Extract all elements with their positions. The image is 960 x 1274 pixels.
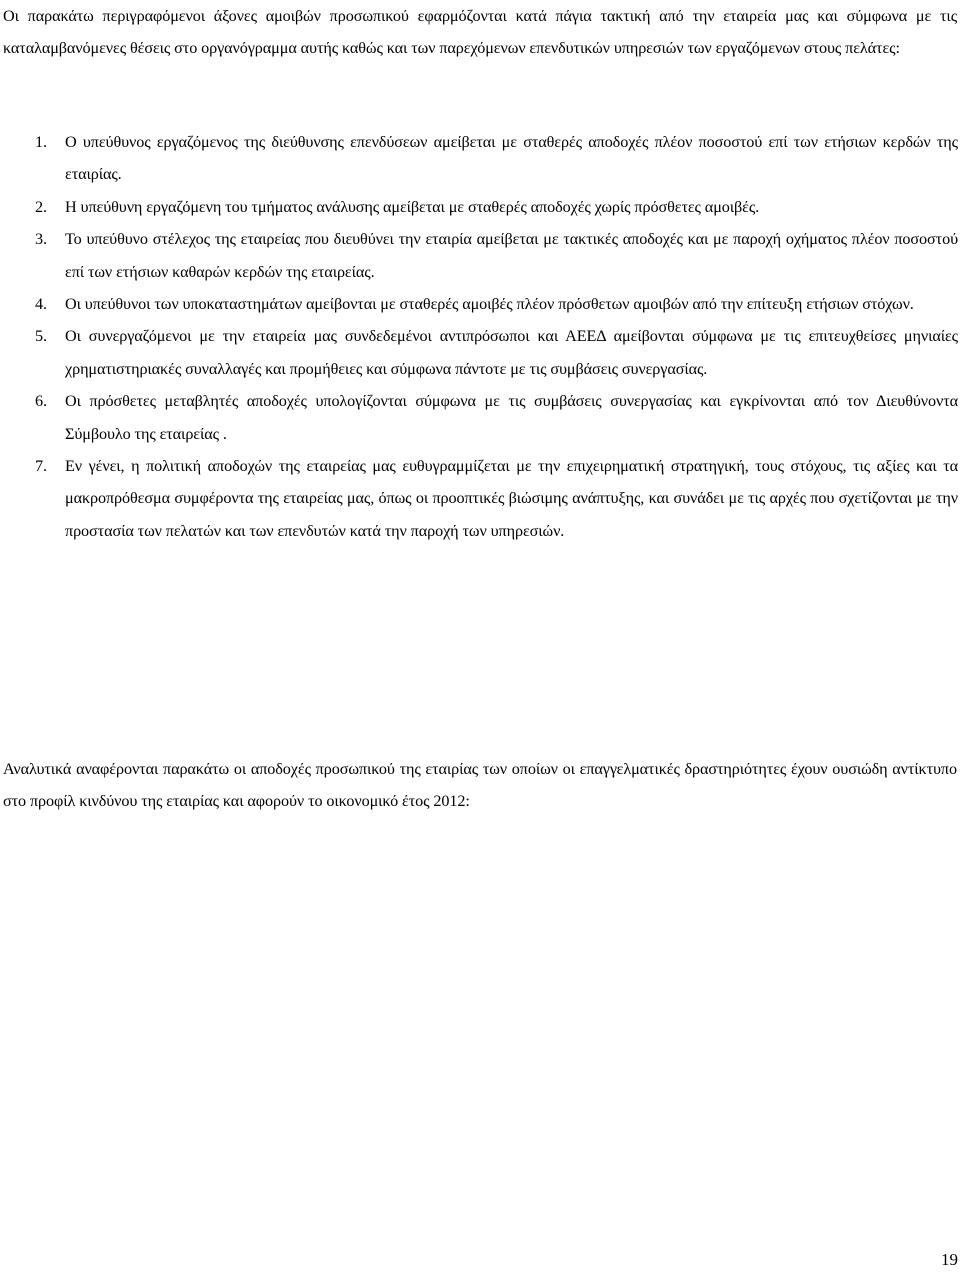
list-item	[0, 320, 958, 385]
list-item	[0, 450, 958, 547]
summary-paragraph: Αναλυτικά αναφέρονται παρακάτω οι αποδοχές προσωπικού της εταιρίας των οποίων οι επαγγελματικές δραστηριότητες έχουν ουσιώδη αντίκτυπο στο προφίλ κινδύνου της εταιρίας και αφορούν το οικονομικό έτος 2012:	[3, 760, 957, 810]
list-item-text: Εν γένει, η πολιτική αποδοχών της εταιρείας μας ευθυγραμμίζεται με την επιχειρηματική στρατηγική, τους στόχους, τις αξίες και τα μακροπρόθεσμα συμφέροντα της εταιρείας μας, όπως οι προοπτικές βιώσιμης ανάπτυξης, και συνάδει με τις αρχές που σχετίζονται με την προστασία των πελατών και των επενδυτών κατά την παροχή των υπηρεσιών.	[65, 457, 958, 540]
list-item	[0, 385, 958, 450]
list-item	[0, 288, 958, 320]
list-item-text: Ο υπεύθυνος εργαζόμενος της διεύθυνσης επενδύσεων αμείβεται με σταθερές αποδοχές πλέον ποσοστού επί των ετήσιων κερδών της εταιρίας.	[65, 133, 958, 184]
list-item-number: 4.	[35, 295, 47, 314]
list-item	[0, 223, 958, 288]
intro-paragraph: Οι παρακάτω περιγραφόμενοι άξονες αμοιβών προσωπικού εφαρμόζονται κατά πάγια τακτική από την εταιρεία μας και σύμφωνα με τις καταλαμβανόμενες θέσεις στο οργανόγραμμα αυτής καθώς και των παρεχόμενων επενδυτικών υπηρεσιών των εργαζόμενων στους πελάτες:	[3, 7, 957, 57]
list-item	[0, 191, 958, 223]
list-item-text: Οι πρόσθετες μεταβλητές αποδοχές υπολογίζονται σύμφωνα με τις συμβάσεις συνεργασίας και εγκρίνονται από τον Διευθύνοντα Σύμβουλο της εταιρείας .	[65, 392, 958, 443]
list-item-number: 6.	[35, 392, 47, 411]
list-item-text: Το υπεύθυνο στέλεχος της εταιρείας που διευθύνει την εταιρία αμείβεται με τακτικές αποδοχές και με παροχή οχήματος πλέον ποσοστού επί των ετήσιων καθαρών κερδών της εταιρείας.	[65, 230, 958, 281]
list-item-text: Η υπεύθυνη εργαζόμενη του τμήματος ανάλυσης αμείβεται με σταθερές αποδοχές χωρίς πρόσθετες αμοιβές.	[65, 197, 760, 216]
list-item-text: Οι υπεύθυνοι των υποκαταστημάτων αμείβονται με σταθερές αμοιβές πλέον πρόσθετων αμοιβών από την επίτευξη ετήσιων στόχων.	[65, 295, 914, 314]
list-item-number: 3.	[35, 230, 47, 249]
list-item-number: 7.	[35, 457, 47, 476]
list-item-number: 1.	[35, 133, 47, 151]
list-item-number: 5.	[35, 327, 47, 346]
page-number: 19	[941, 1250, 958, 1269]
list-item-number: 2.	[35, 197, 47, 216]
remuneration-policy-list	[0, 126, 958, 547]
list-item-text: Οι συνεργαζόμενοι με την εταιρεία μας συνδεδεμένοι αντιπρόσωποι και ΑΕΕΔ αμείβονται σύμφωνα με τις επιτευχθείσες μηνιαίες χρηματιστηριακές συναλλαγές και προμήθειες και σύμφωνα πάντοτε με τις συμβάσεις συνεργασίας.	[65, 327, 958, 378]
list-item	[0, 126, 958, 191]
